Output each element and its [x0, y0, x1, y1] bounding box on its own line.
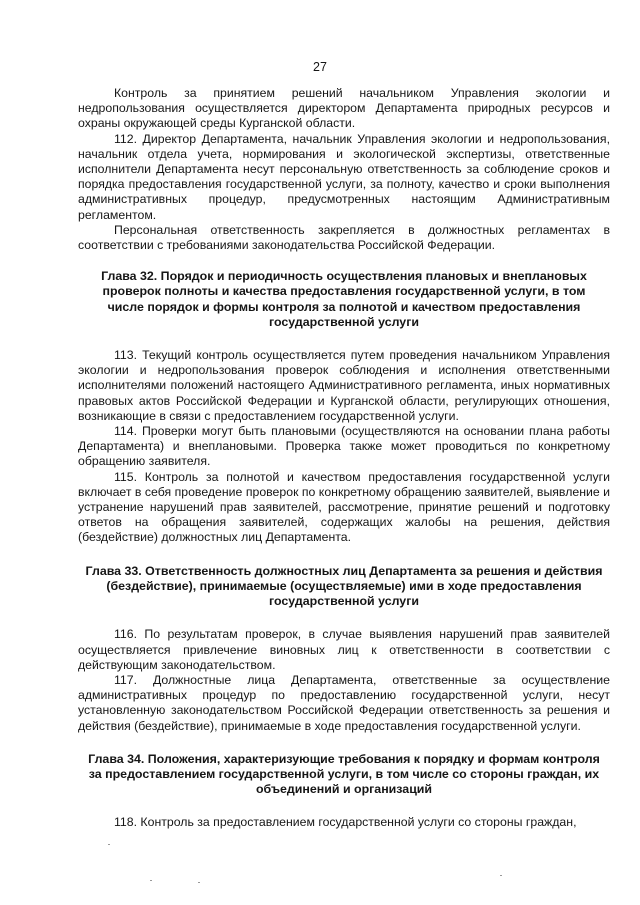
- scan-speck: [198, 882, 200, 883]
- paragraph-118: 118. Контроль за предоставлением государственной услуги со стороны граждан,: [114, 815, 577, 830]
- page-number: 27: [313, 60, 327, 74]
- chapter-33-heading: Глава 33. Ответственность должностных лиц Департамента за решения и действия (бездействие), принимаемые (осуществляемые) ими в ходе предоставления государственной услуги: [85, 563, 603, 609]
- document-body: [78, 86, 610, 831]
- paragraph-116: 116. По результатам проверок, в случае выявления нарушений прав заявителей осуществляется привлечение виновных лиц к ответственности в соответствии с действующим законодательством.: [78, 627, 610, 672]
- paragraph-personal-responsibility: Персональная ответственность закрепляется в должностных регламентах в соответствии с требованиями законодательства Российской Федерации.: [78, 222, 610, 253]
- chapter-32-heading: Глава 32. Порядок и периодичность осуществления плановых и внеплановых проверок полноты и качества предоставления государственной услуги, в том числе порядок и формы контроля за полнотой и качеством предоставления государственной услуги: [101, 269, 587, 329]
- scan-speck: [150, 880, 152, 881]
- paragraph-113: 113. Текущий контроль осуществляется путем проведения начальником Управления экологии и недропользования проверок соблюдения и исполнения ответственными исполнителями положений настоящего Административного регламента, иных нормативных правовых актов Российской Федерации и Курганской области, регулирующих отношения, возникающие в связи с предоставлением государственной услуги.: [78, 348, 610, 423]
- paragraph-114: 114. Проверки могут быть плановыми (осуществляются на основании плана работы Департамента) и внеплановыми. Проверка также может проводиться по конкретному обращению заявителя.: [78, 424, 610, 469]
- paragraph-115: 115. Контроль за полнотой и качеством предоставления государственной услуги включает в себя проведение проверок по конкретному обращению заявителей, выявление и устранение нарушений прав заявителей, рассмотрение, принятие решений и подготовку ответов на обращения заявителей, содержащих жалобы на решения, действия (бездействие) должностных лиц Департамента.: [78, 469, 610, 545]
- paragraph-112: 112. Директор Департамента, начальник Управления экологии и недропользования, начальник отдела учета, нормирования и экологической экспертизы, ответственные исполнители Департамента несут персональную ответственность за соблюдение сроков и порядка предоставления государственной услуги, за полноту, качество и сроки выполнения административных процедур, предусмотренных настоящим Административным регламентом.: [78, 131, 610, 222]
- scan-speck: [500, 875, 502, 876]
- paragraph-117: 117. Должностные лица Департамента, ответственные за осуществление административных процедур по предоставлению государственной услуги, несут установленную законодательством Российской Федерации ответственность за решения и действия (бездействие), принимаемые в ходе предоставления государственной услуги.: [78, 672, 610, 733]
- scan-speck: [108, 844, 110, 845]
- paragraph-control-decisions: Контроль за принятием решений начальником Управления экологии и недропользования осуществляется директором Департамента природных ресурсов и охраны окружающей среды Курганской области.: [78, 86, 610, 131]
- chapter-34-heading: Глава 34. Положения, характеризующие требования к порядку и формам контроля за предоставлением государственной услуги, в том числе со стороны граждан, их объединений и организаций: [88, 751, 600, 797]
